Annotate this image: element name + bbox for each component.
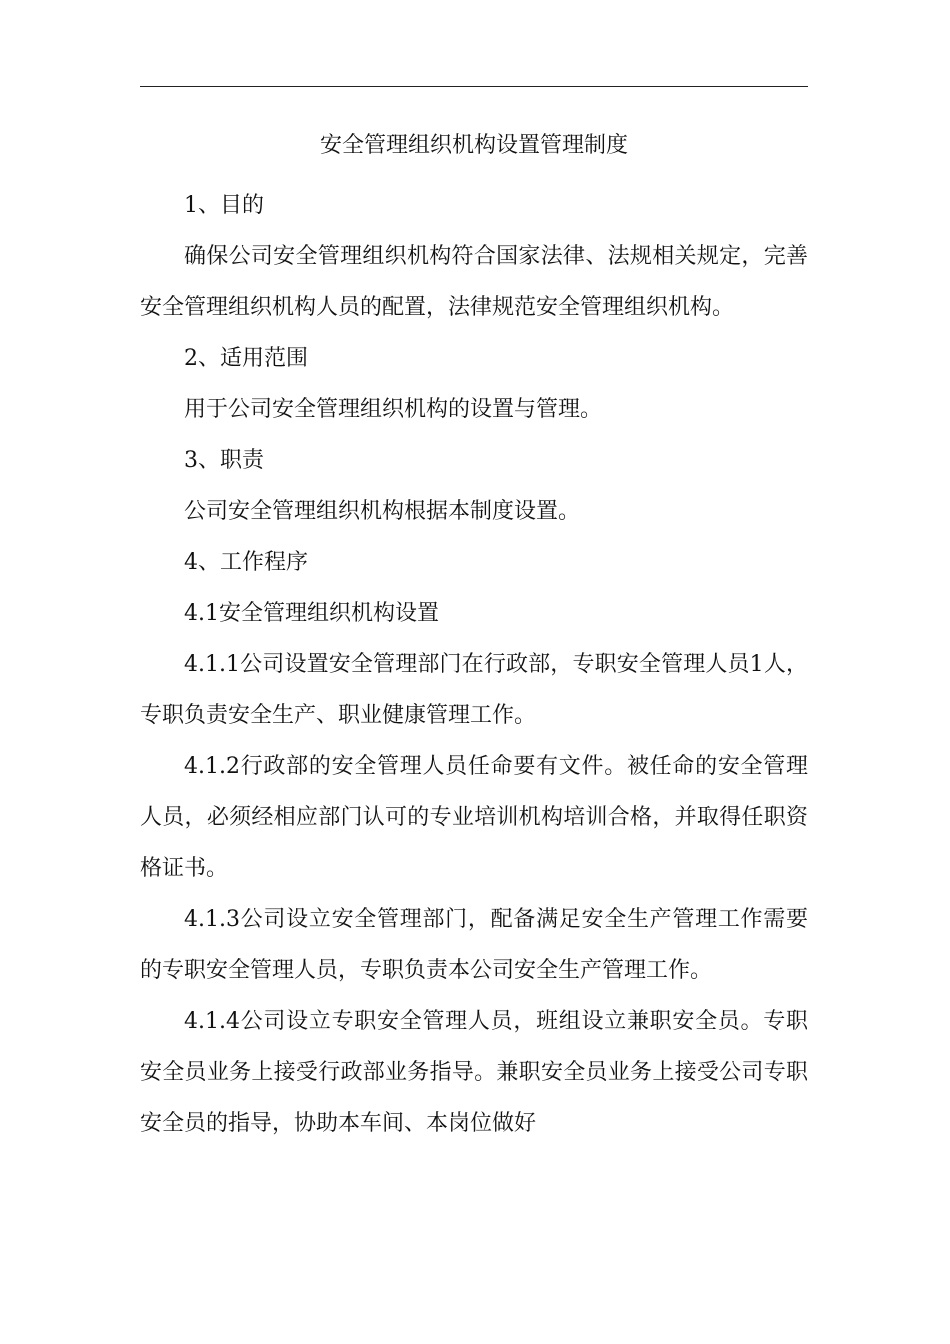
clause-4-1-2: 4.1.2行政部的安全管理人员任命要有文件。被任命的安全管理人员，必须经相应部门认可的专业培训机构培训合格，并取得任职资格证书。 — [140, 754, 808, 881]
clause-4-1-3: 4.1.3公司设立安全管理部门，配备满足安全生产管理工作需要的专职安全管理人员，专职负责本公司安全生产管理工作。 — [140, 907, 808, 983]
section-heading-purpose: 1、目的 — [184, 193, 264, 218]
section-heading-scope: 2、适用范围 — [184, 346, 308, 371]
header-rule — [140, 86, 808, 87]
paragraph-purpose: 确保公司安全管理组织机构符合国家法律、法规相关规定，完善安全管理组织机构人员的配置，法律规范安全管理组织机构。 — [140, 244, 808, 320]
document-title: 安全管理组织机构设置管理制度 — [319, 133, 628, 158]
clause-4-1-1: 4.1.1公司设置安全管理部门在行政部，专职安全管理人员1人，专职负责安全生产、职业健康管理工作。 — [140, 652, 808, 728]
section-heading-duties: 3、职责 — [184, 448, 264, 473]
paragraph-scope: 用于公司安全管理组织机构的设置与管理。 — [184, 397, 603, 422]
paragraph-duties: 公司安全管理组织机构根据本制度设置。 — [184, 499, 581, 524]
document-body — [140, 124, 808, 1149]
subsection-heading-4-1: 4.1安全管理组织机构设置 — [184, 601, 439, 626]
clause-4-1-4: 4.1.4公司设立专职安全管理人员，班组设立兼职安全员。专职安全员业务上接受行政部业务指导。兼职安全员业务上接受公司专职安全员的指导，协助本车间、本岗位做好 — [140, 1009, 808, 1136]
section-heading-procedure: 4、工作程序 — [184, 550, 308, 575]
title-spacer — [140, 168, 808, 180]
